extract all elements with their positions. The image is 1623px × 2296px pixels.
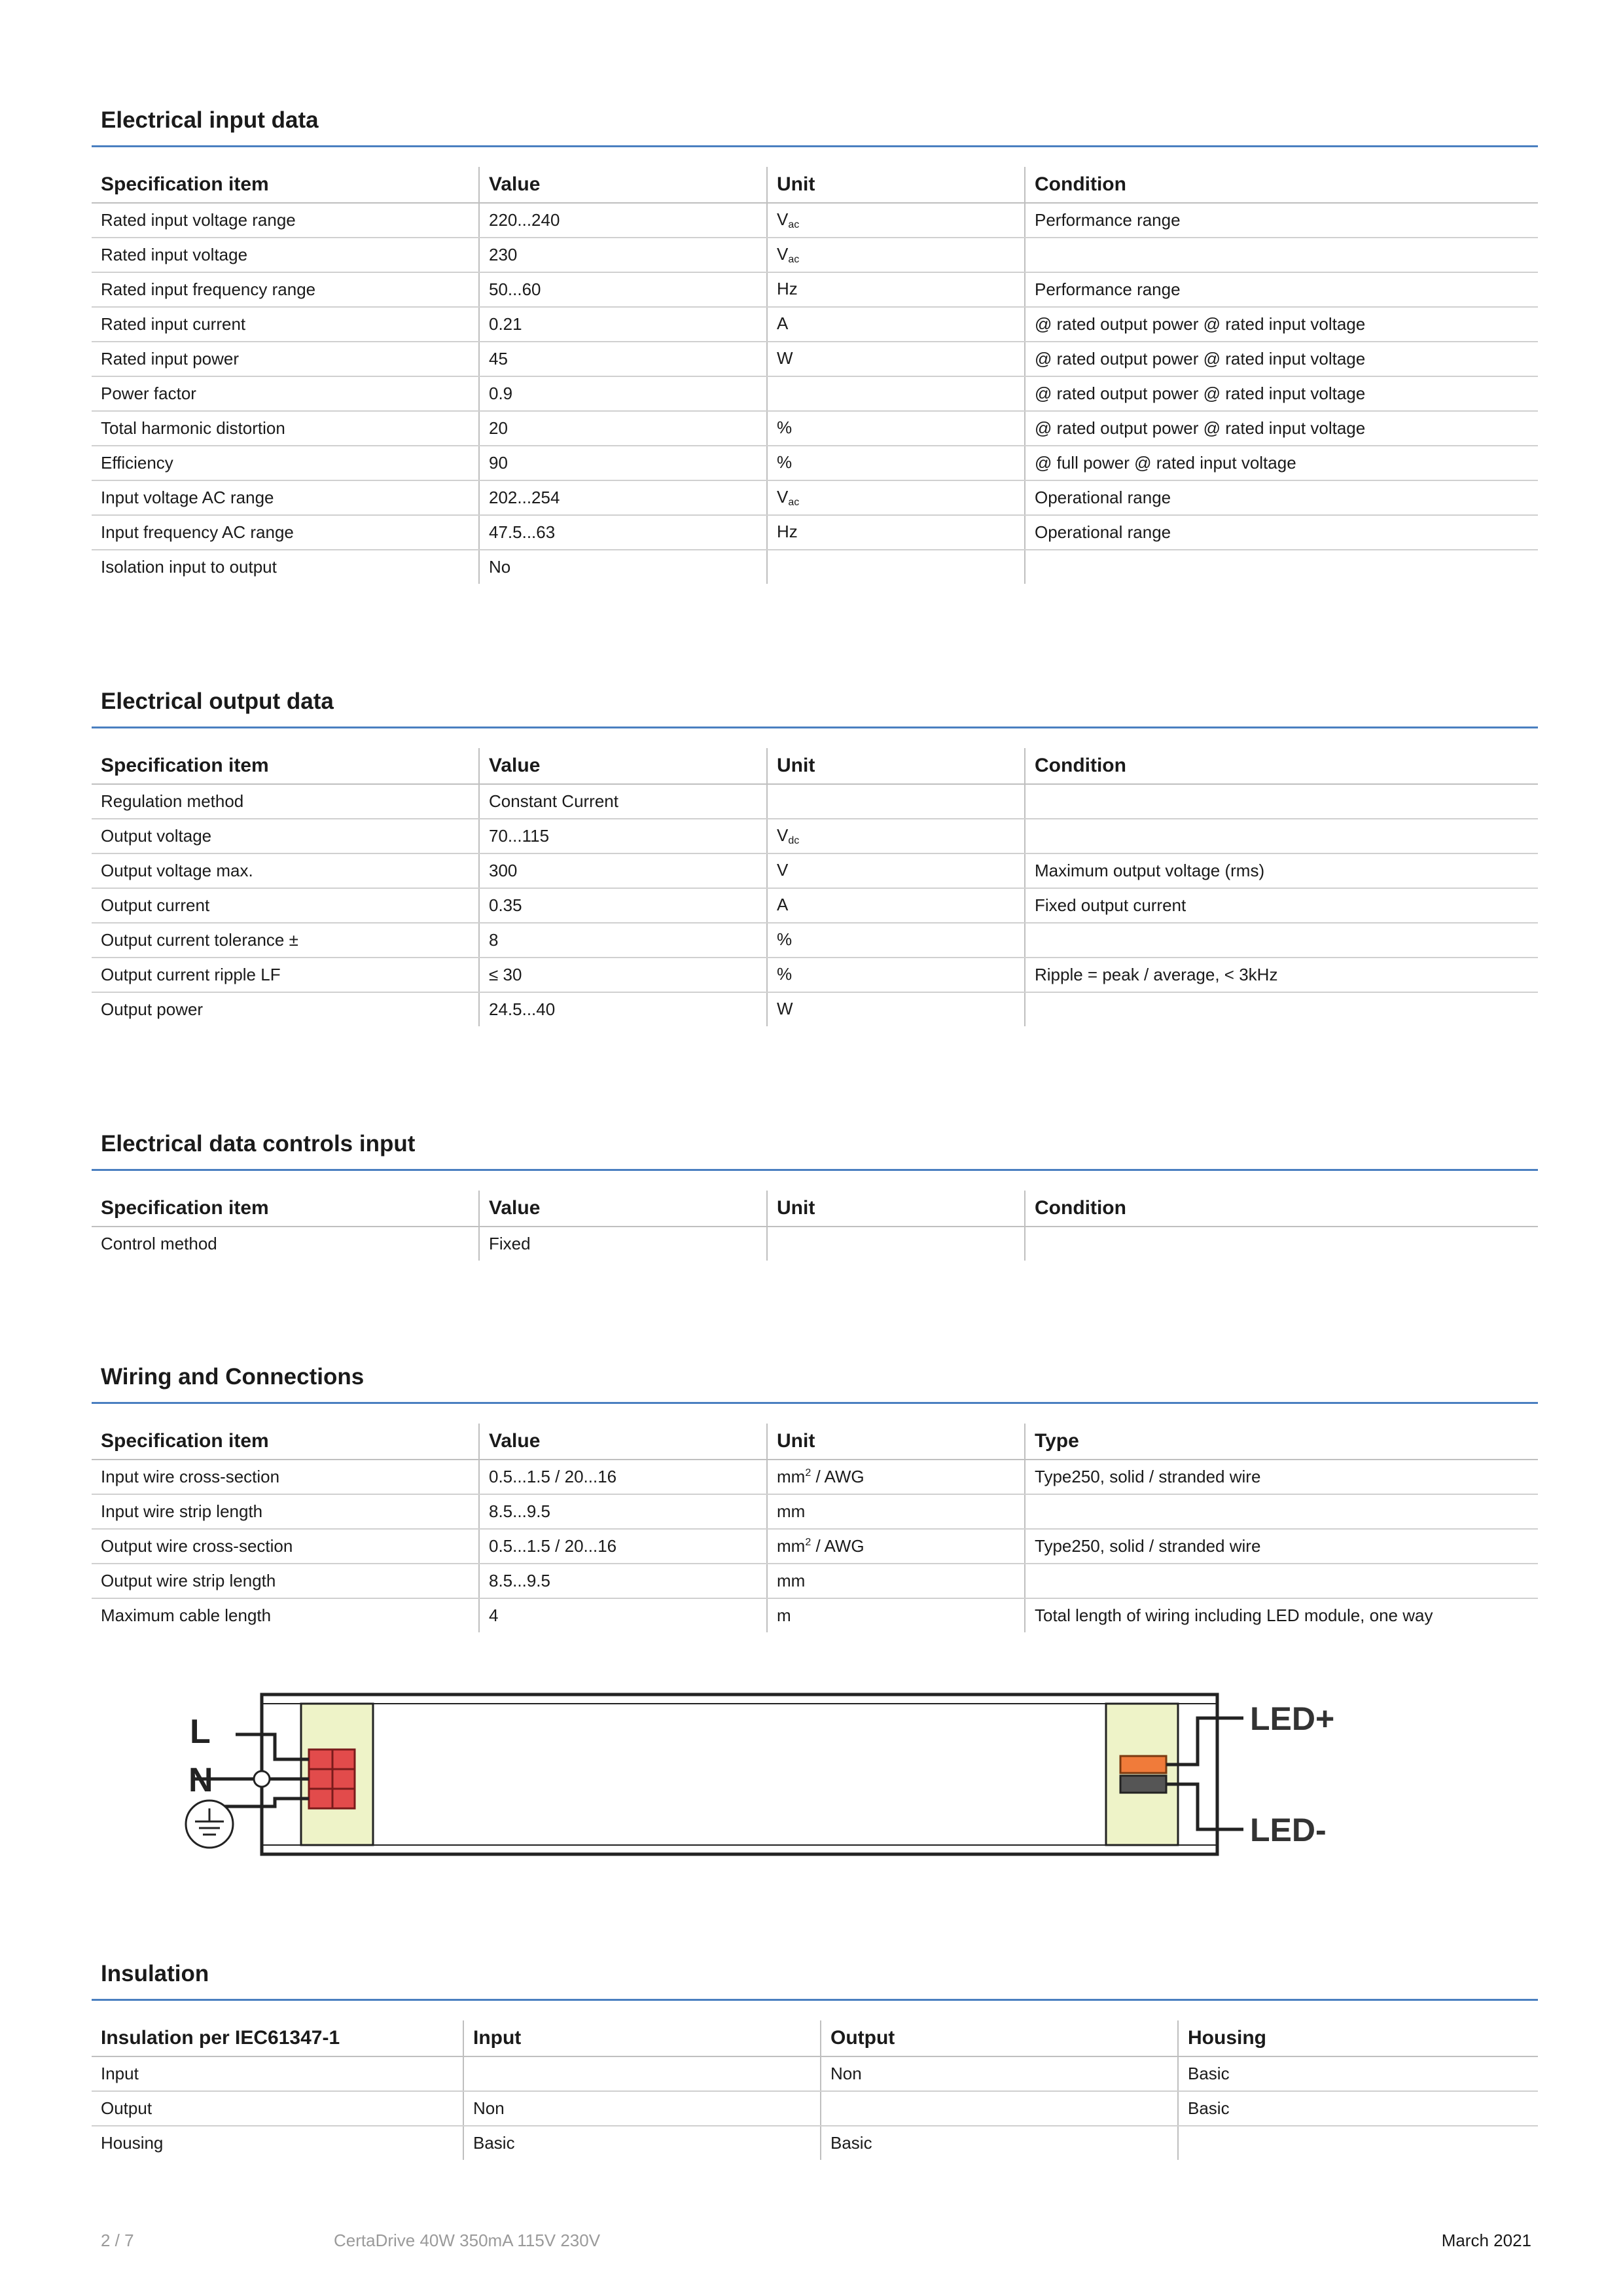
section-title: Electrical output data bbox=[92, 689, 1538, 728]
section-title: Electrical data controls input bbox=[92, 1131, 1538, 1171]
spec-item-cell: Input frequency AC range bbox=[92, 515, 479, 550]
condition-cell bbox=[1025, 819, 1538, 853]
unit-cell bbox=[767, 480, 1025, 515]
table-row bbox=[92, 1598, 1538, 1632]
unit-cell bbox=[767, 1564, 1025, 1598]
spec-item-cell: Output current bbox=[92, 888, 479, 923]
value-cell: 47.5...63 bbox=[479, 515, 767, 550]
spec-item-cell: Total harmonic distortion bbox=[92, 411, 479, 446]
column-header: Value bbox=[479, 167, 767, 203]
unit-cell bbox=[767, 550, 1025, 584]
table-header-row bbox=[92, 1424, 1538, 1460]
unit-cell bbox=[767, 376, 1025, 411]
unit-cell bbox=[767, 307, 1025, 342]
table-row bbox=[92, 342, 1538, 376]
unit-text: V bbox=[777, 825, 789, 845]
label-l: L bbox=[190, 1713, 211, 1751]
unit-text: A bbox=[777, 895, 789, 914]
insulation-cell: Basic bbox=[1178, 2056, 1538, 2091]
value-cell: 8.5...9.5 bbox=[479, 1494, 767, 1529]
spec-item-cell: Output current ripple LF bbox=[92, 958, 479, 992]
table-row bbox=[92, 238, 1538, 272]
section-wiring bbox=[92, 1364, 1538, 1632]
unit-text: % bbox=[777, 452, 793, 472]
output-terminal-block bbox=[1106, 1704, 1178, 1845]
electrical-output-table bbox=[92, 748, 1538, 1026]
condition-cell bbox=[1025, 550, 1538, 584]
footer-page-number: 2 / 7 bbox=[101, 2231, 134, 2250]
type-cell: Type250, solid / stranded wire bbox=[1025, 1460, 1538, 1494]
section-electrical-output bbox=[92, 689, 1538, 1026]
column-header: Value bbox=[479, 1424, 767, 1460]
spec-item-cell: Rated input voltage bbox=[92, 238, 479, 272]
earth-icon bbox=[186, 1801, 233, 1848]
column-header: Value bbox=[479, 1191, 767, 1227]
insulation-cell: Basic bbox=[821, 2126, 1178, 2160]
value-cell: Fixed bbox=[479, 1227, 767, 1261]
value-cell: No bbox=[479, 550, 767, 584]
section-electrical-input bbox=[92, 107, 1538, 584]
condition-cell bbox=[1025, 784, 1538, 819]
table-row bbox=[92, 376, 1538, 411]
condition-cell: @ rated output power @ rated input voltage bbox=[1025, 411, 1538, 446]
table-row bbox=[92, 2091, 1538, 2126]
unit-suffix: / AWG bbox=[811, 1467, 865, 1486]
column-header: Specification item bbox=[92, 1424, 479, 1460]
unit-cell bbox=[767, 958, 1025, 992]
table-row bbox=[92, 819, 1538, 853]
table-header-row bbox=[92, 748, 1538, 784]
value-cell: 45 bbox=[479, 342, 767, 376]
value-cell: 0.35 bbox=[479, 888, 767, 923]
value-cell: 24.5...40 bbox=[479, 992, 767, 1026]
spec-item-cell: Maximum cable length bbox=[101, 1605, 272, 1625]
column-header: Specification item bbox=[92, 167, 479, 203]
table-header-row bbox=[92, 2020, 1538, 2056]
spec-item-cell: Input wire cross-section bbox=[92, 1460, 479, 1494]
unit-cell bbox=[767, 923, 1025, 958]
driver-housing bbox=[262, 1695, 1217, 1854]
table-row bbox=[92, 853, 1538, 888]
unit-cell bbox=[767, 203, 1025, 238]
value-cell: 0.5...1.5 / 20...16 bbox=[479, 1529, 767, 1564]
unit-subscript: ac bbox=[788, 254, 800, 265]
table-row bbox=[92, 958, 1538, 992]
unit-suffix: / AWG bbox=[811, 1536, 865, 1556]
insulation-cell: Input bbox=[92, 2056, 463, 2091]
table-row bbox=[92, 1227, 1538, 1261]
unit-superscript: 2 bbox=[805, 1467, 812, 1479]
spec-item-cell: Input wire strip length bbox=[92, 1494, 479, 1529]
insulation-cell bbox=[821, 2091, 1178, 2126]
condition-cell bbox=[1025, 1227, 1538, 1261]
type-cell: Total length of wiring including LED module, one way bbox=[1025, 1598, 1538, 1632]
unit-text: mm bbox=[777, 1571, 806, 1590]
section-title: Insulation bbox=[92, 1961, 1538, 2001]
table-row bbox=[92, 550, 1538, 584]
condition-cell: Operational range bbox=[1025, 480, 1538, 515]
unit-text: % bbox=[777, 964, 793, 984]
label-led-plus: LED+ bbox=[1250, 1700, 1335, 1737]
controls-input-table bbox=[92, 1191, 1538, 1261]
column-header: Unit bbox=[767, 1191, 1025, 1227]
insulation-cell: Basic bbox=[463, 2126, 821, 2160]
condition-cell: @ rated output power @ rated input voltage bbox=[1025, 342, 1538, 376]
table-row bbox=[92, 307, 1538, 342]
wiring-diagram bbox=[170, 1679, 1335, 1869]
unit-cell bbox=[767, 342, 1025, 376]
unit-cell bbox=[767, 446, 1025, 480]
footer-product-name: CertaDrive 40W 350mA 115V 230V bbox=[334, 2231, 601, 2250]
unit-text: W bbox=[777, 348, 793, 368]
unit-subscript: dc bbox=[788, 835, 800, 846]
value-cell: 20 bbox=[479, 411, 767, 446]
value-cell: 230 bbox=[479, 238, 767, 272]
spec-item-cell: Output current tolerance ± bbox=[92, 923, 479, 958]
spec-item-cell: Control method bbox=[101, 1234, 217, 1253]
unit-text: Hz bbox=[777, 522, 798, 541]
column-header: Unit bbox=[767, 748, 1025, 784]
label-led-minus: LED- bbox=[1250, 1812, 1327, 1848]
column-header: Specification item bbox=[92, 748, 479, 784]
unit-cell bbox=[767, 515, 1025, 550]
table-row bbox=[92, 2126, 1538, 2160]
value-cell: 202...254 bbox=[479, 480, 767, 515]
condition-cell: @ rated output power @ rated input voltage bbox=[1025, 376, 1538, 411]
unit-cell bbox=[767, 853, 1025, 888]
led-plus-clamp bbox=[1120, 1756, 1166, 1773]
condition-cell bbox=[1025, 238, 1538, 272]
insulation-table bbox=[92, 2020, 1538, 2160]
table-row bbox=[92, 784, 1538, 819]
unit-cell bbox=[767, 1227, 1025, 1261]
footer-date: March 2021 bbox=[1441, 2231, 1531, 2250]
unit-cell bbox=[767, 992, 1025, 1026]
unit-cell bbox=[767, 1460, 1025, 1494]
table-row bbox=[92, 446, 1538, 480]
table-row bbox=[92, 923, 1538, 958]
section-controls-input bbox=[92, 1131, 1538, 1261]
spec-item-cell: Rated input frequency range bbox=[92, 272, 479, 307]
unit-cell bbox=[767, 1529, 1025, 1564]
table-header-row bbox=[92, 167, 1538, 203]
value-cell: Constant Current bbox=[479, 784, 767, 819]
spec-item-cell: Regulation method bbox=[92, 784, 479, 819]
section-title: Electrical input data bbox=[92, 107, 1538, 147]
spec-item-cell: Output voltage bbox=[92, 819, 479, 853]
value-cell: ≤ 30 bbox=[479, 958, 767, 992]
unit-cell bbox=[767, 238, 1025, 272]
section-insulation bbox=[92, 1961, 1538, 2160]
unit-text: A bbox=[777, 314, 789, 333]
table-header-row bbox=[92, 1191, 1538, 1227]
unit-text: m bbox=[777, 1605, 791, 1625]
unit-cell bbox=[767, 819, 1025, 853]
value-cell: 0.9 bbox=[479, 376, 767, 411]
unit-text: % bbox=[777, 929, 793, 949]
column-header: Specification item bbox=[92, 1191, 479, 1227]
table-row bbox=[92, 272, 1538, 307]
table-row bbox=[92, 1494, 1538, 1529]
value-cell: 220...240 bbox=[479, 203, 767, 238]
insulation-cell: Housing bbox=[101, 2133, 164, 2153]
table-row bbox=[92, 480, 1538, 515]
condition-cell bbox=[1025, 923, 1538, 958]
insulation-cell: Basic bbox=[1178, 2091, 1538, 2126]
column-header: Type bbox=[1025, 1424, 1538, 1460]
spec-item-cell: Output voltage max. bbox=[92, 853, 479, 888]
insulation-cell bbox=[463, 2056, 821, 2091]
unit-cell bbox=[767, 888, 1025, 923]
insulation-cell: Output bbox=[92, 2091, 463, 2126]
unit-text: mm bbox=[777, 1467, 806, 1486]
table-row bbox=[92, 992, 1538, 1026]
column-header: Unit bbox=[767, 167, 1025, 203]
unit-text: W bbox=[777, 999, 793, 1018]
spec-item-cell: Output wire cross-section bbox=[92, 1529, 479, 1564]
type-cell bbox=[1025, 1564, 1538, 1598]
spec-item-cell: Power factor bbox=[92, 376, 479, 411]
value-cell: 8 bbox=[479, 923, 767, 958]
type-cell bbox=[1025, 1494, 1538, 1529]
unit-subscript: ac bbox=[788, 219, 800, 230]
value-cell: 0.5...1.5 / 20...16 bbox=[479, 1460, 767, 1494]
unit-cell bbox=[767, 272, 1025, 307]
table-row bbox=[92, 1529, 1538, 1564]
table-row bbox=[92, 411, 1538, 446]
spec-item-cell: Efficiency bbox=[92, 446, 479, 480]
value-cell: 50...60 bbox=[479, 272, 767, 307]
unit-text: V bbox=[777, 487, 789, 507]
condition-cell: Performance range bbox=[1025, 272, 1538, 307]
value-cell: 70...115 bbox=[479, 819, 767, 853]
table-row bbox=[92, 1460, 1538, 1494]
spec-item-cell: Output wire strip length bbox=[92, 1564, 479, 1598]
insulation-cell: Non bbox=[463, 2091, 821, 2126]
condition-cell: Ripple = peak / average, < 3kHz bbox=[1025, 958, 1538, 992]
unit-text: mm bbox=[777, 1536, 806, 1556]
electrical-input-table bbox=[92, 167, 1538, 584]
unit-text: Hz bbox=[777, 279, 798, 298]
column-header: Insulation per IEC61347-1 bbox=[92, 2020, 463, 2056]
condition-cell: @ full power @ rated input voltage bbox=[1025, 446, 1538, 480]
section-title: Wiring and Connections bbox=[92, 1364, 1538, 1404]
spec-item-cell: Rated input current bbox=[92, 307, 479, 342]
table-row bbox=[92, 203, 1538, 238]
spec-item-cell: Rated input voltage range bbox=[92, 203, 479, 238]
unit-subscript: ac bbox=[788, 497, 800, 508]
led-minus-clamp bbox=[1120, 1776, 1166, 1793]
column-header: Output bbox=[821, 2020, 1178, 2056]
unit-text: % bbox=[777, 418, 793, 437]
unit-cell bbox=[767, 1598, 1025, 1632]
value-cell: 90 bbox=[479, 446, 767, 480]
label-n: N bbox=[188, 1761, 213, 1799]
unit-text: V bbox=[777, 244, 789, 264]
value-cell: 4 bbox=[479, 1598, 767, 1632]
spec-item-cell: Rated input power bbox=[92, 342, 479, 376]
value-cell: 300 bbox=[479, 853, 767, 888]
column-header: Condition bbox=[1025, 167, 1538, 203]
insulation-cell: Non bbox=[821, 2056, 1178, 2091]
unit-cell bbox=[767, 1494, 1025, 1529]
condition-cell: @ rated output power @ rated input voltage bbox=[1025, 307, 1538, 342]
table-row bbox=[92, 515, 1538, 550]
table-row bbox=[92, 1564, 1538, 1598]
condition-cell: Fixed output current bbox=[1025, 888, 1538, 923]
column-header: Input bbox=[463, 2020, 821, 2056]
type-cell: Type250, solid / stranded wire bbox=[1025, 1529, 1538, 1564]
spec-item-cell: Input voltage AC range bbox=[92, 480, 479, 515]
unit-superscript: 2 bbox=[805, 1537, 812, 1548]
condition-cell bbox=[1025, 992, 1538, 1026]
unit-text: V bbox=[777, 209, 789, 229]
column-header: Condition bbox=[1025, 748, 1538, 784]
unit-cell bbox=[767, 411, 1025, 446]
column-header: Unit bbox=[767, 1424, 1025, 1460]
column-header: Value bbox=[479, 748, 767, 784]
column-header: Housing bbox=[1178, 2020, 1538, 2056]
condition-cell: Performance range bbox=[1025, 203, 1538, 238]
wire-n-junction bbox=[254, 1771, 270, 1787]
spec-item-cell: Output power bbox=[101, 999, 204, 1019]
unit-cell bbox=[767, 784, 1025, 819]
condition-cell: Operational range bbox=[1025, 515, 1538, 550]
table-row bbox=[92, 888, 1538, 923]
condition-cell: Maximum output voltage (rms) bbox=[1025, 853, 1538, 888]
column-header: Condition bbox=[1025, 1191, 1538, 1227]
unit-text: V bbox=[777, 860, 789, 880]
spec-item-cell: Isolation input to output bbox=[101, 557, 277, 577]
insulation-cell bbox=[1178, 2126, 1538, 2160]
wiring-table bbox=[92, 1424, 1538, 1632]
table-row bbox=[92, 2056, 1538, 2091]
value-cell: 0.21 bbox=[479, 307, 767, 342]
value-cell: 8.5...9.5 bbox=[479, 1564, 767, 1598]
unit-text: mm bbox=[777, 1501, 806, 1521]
